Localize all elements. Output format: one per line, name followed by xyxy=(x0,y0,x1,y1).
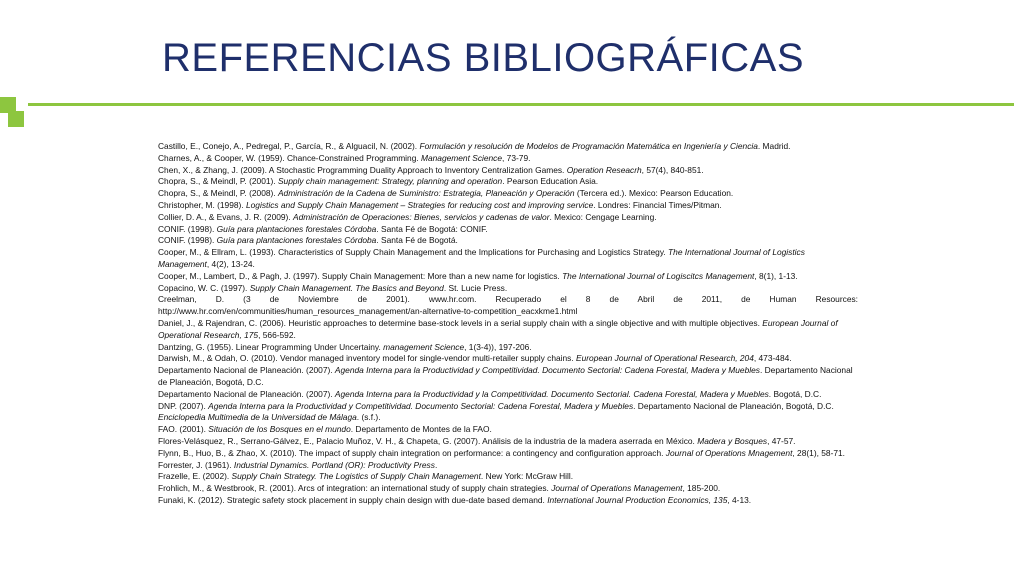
reference-italic-text: Management Science xyxy=(421,152,503,163)
reference-italic-text: Enciclopedia Multimedia de la Universidad de Málaga xyxy=(158,412,357,423)
reference-text: , 8(1), 1-13. xyxy=(754,270,798,281)
reference-text: Frazelle, E. (2002). xyxy=(158,471,232,482)
reference-text: , 57(4), 840-851. xyxy=(641,164,704,175)
reference-text: . Santa Fé de Bogotá. xyxy=(376,235,458,246)
reference-entry xyxy=(158,436,858,448)
reference-entry xyxy=(158,176,858,188)
reference-text: . Departamento de Montes de la FAO. xyxy=(350,424,492,435)
reference-text: , 566-592. xyxy=(258,329,296,340)
reference-italic-text: Agenda Interna para la Productividad y Competitividad. Documento Sectorial: Cadena Forestal, Madera y Muebles xyxy=(334,365,760,376)
reference-italic-text: Supply Chain Management. The Basics and Beyond xyxy=(249,282,444,293)
reference-italic-text: management Science xyxy=(383,341,465,352)
reference-text: CONIF. (1998). xyxy=(158,223,217,234)
reference-text: . Departamento Nacional de Planeación, Bogotá, D.C. xyxy=(633,400,834,411)
reference-text: , 4(2), 13-24. xyxy=(206,258,255,269)
reference-entry xyxy=(158,247,858,271)
reference-text: Departamento Nacional de Planeación. (2007). xyxy=(158,388,335,399)
reference-text: Darwish, M., & Odah, O. (2010). Vendor managed inventory model for single-vendor multi-retailer supply chains. xyxy=(158,353,577,364)
reference-italic-text: Madera y Bosques xyxy=(697,435,768,446)
reference-entry xyxy=(158,401,858,413)
reference-entry xyxy=(158,283,858,295)
reference-text: http://www.hr.com/en/communities/human_resources_management/an-alternative-to-competition_eacxkme1.html xyxy=(158,306,578,317)
reference-text: . St. Lucie Press. xyxy=(443,282,508,293)
reference-text: , 4-13. xyxy=(727,494,752,505)
reference-text: , 28(1), 58-71. xyxy=(792,447,846,458)
reference-italic-text: Industrial Dynamics. Portland (OR): Productivity Press xyxy=(233,459,435,470)
reference-italic-text: Guía para plantaciones forestales Córdoba xyxy=(216,223,377,234)
reference-text: Christopher, M. (1998). xyxy=(158,199,246,210)
reference-italic-text: Administración de la Cadena de Suministro: Estrategia, Planeación y Operación xyxy=(277,188,575,199)
reference-text: Collier, D. A., & Evans, J. R. (2009). xyxy=(158,211,293,222)
reference-text: , 473-484. xyxy=(753,353,792,364)
reference-text: , 47-57. xyxy=(767,435,796,446)
reference-italic-text: The International Journal of Logiscitcs Management xyxy=(562,270,755,281)
reference-italic-text: International Journal Production Economics, 135 xyxy=(547,494,728,505)
reference-italic-text: Agenda Interna para la Productividad y la Competitividad. Documento Sectorial. Cadena Forestal, Madera y Muebles xyxy=(334,388,769,399)
reference-text: DNP. (2007). xyxy=(158,400,209,411)
reference-entry xyxy=(158,389,858,401)
reference-text: Flores-Velásquez, R., Serrano-Gálvez, E., Palacio Muñoz, V. H., & Chapeta, G. (2007). Análisis de la industria de la madera aserrada en México. xyxy=(158,435,698,446)
reference-italic-text: Agenda Interna para la Productividad y Competitividad. Documento Sectorial: Cadena Forestal, Madera y Muebles xyxy=(208,400,634,411)
reference-text: Creelman, D. (3 de Noviembre de 2001). www.hr.com. Recuperado el 8 de Abril de 2011, de Human Resources: xyxy=(158,294,858,305)
reference-entry xyxy=(158,342,858,354)
reference-entry xyxy=(158,495,858,507)
reference-text: , 1(3-4)), 197-206. xyxy=(464,341,532,352)
reference-text: . Pearson Education Asia. xyxy=(502,176,599,187)
reference-entry xyxy=(158,165,858,177)
reference-entry xyxy=(158,153,858,165)
reference-entry xyxy=(158,471,858,483)
reference-italic-text: The International Journal of Logistics Management xyxy=(158,247,805,269)
reference-italic-text: Supply Chain Strategy. The Logistics of Supply Chain Management xyxy=(231,471,481,482)
reference-italic-text: Journal of Operations Mnagement xyxy=(665,447,793,458)
reference-text: Cooper, M., Lambert, D., & Pagh, J. (1997). Supply Chain Management: More than a new name for logistics. xyxy=(158,270,563,281)
reference-italic-text: Supply chain management: Strategy, planning and operation xyxy=(277,176,503,187)
reference-text: , 73-79. xyxy=(502,152,531,163)
reference-entry xyxy=(158,460,858,472)
reference-text: CONIF. (1998). xyxy=(158,235,217,246)
reference-text: Daniel, J., & Rajendran, C. (2006). Heuristic approaches to determine base-stock levels in a serial supply chain with a single objective and with multiple objectives. xyxy=(158,317,763,328)
reference-entry xyxy=(158,483,858,495)
reference-entry xyxy=(158,235,858,247)
reference-italic-text: Guía para plantaciones forestales Córdoba xyxy=(216,235,377,246)
reference-italic-text: European Journal of Operational Research, 175 xyxy=(158,317,838,340)
reference-text: . xyxy=(434,459,438,470)
reference-italic-text: Administración de Operaciones: Bienes, servicios y cadenas de valor xyxy=(292,211,550,222)
reference-entry xyxy=(158,224,858,236)
reference-text: Cooper, M., & Ellram, L. (1993). Characteristics of Supply Chain Management and the Implications for Purchasing and Logistics Strategy. xyxy=(158,247,669,258)
reference-text: Charnes, A., & Cooper, W. (1959). Chance-Constrained Programming. xyxy=(158,152,422,163)
reference-italic-text: Formulación y resolución de Modelos de Programación Matemática en Ingeniería y Ciencia xyxy=(419,141,758,151)
reference-entry xyxy=(158,318,858,342)
reference-entry xyxy=(158,424,858,436)
reference-list xyxy=(158,141,858,507)
reference-italic-text: Journal of Operations Management xyxy=(551,483,683,494)
reference-text: . (s.f.). xyxy=(356,412,381,423)
reference-text: Forrester, J. (1961). xyxy=(158,459,234,470)
reference-text: Funaki, K. (2012). Strategic safety stock placement in supply chain design with due-date based demand. xyxy=(158,494,548,505)
reference-text: . Santa Fé de Bogotá: CONIF. xyxy=(376,223,488,234)
reference-text: Flynn, B., Huo, B., & Zhao, X. (2010). The impact of supply chain integration on performance: a contingency and configuration approach. xyxy=(158,447,666,458)
reference-entry xyxy=(158,200,858,212)
reference-text: , 185-200. xyxy=(682,483,721,494)
reference-text: Copacino, W. C. (1997). xyxy=(158,282,250,293)
reference-text: . Departamento Nacional de Planeación, Bogotá, D.C. xyxy=(158,365,853,387)
reference-text: . New York: McGraw Hill. xyxy=(480,471,574,482)
reference-entry xyxy=(158,188,858,200)
reference-text: Castillo, E., Conejo, A., Pedregal, P., García, R., & Alguacil, N. (2002). xyxy=(158,141,420,151)
reference-italic-text: European Journal of Operational Research, 204 xyxy=(576,353,754,364)
reference-entry xyxy=(158,353,858,365)
reference-entry xyxy=(158,448,858,460)
reference-entry xyxy=(158,365,858,389)
reference-entry xyxy=(158,412,858,424)
reference-entry xyxy=(158,294,858,306)
reference-italic-text: Logistics and Supply Chain Management – Strategies for reducing cost and improving service xyxy=(245,199,594,210)
reference-text: Frohlich, M., & Westbrook, R. (2001). Arcs of integration: an international study of supply chain strategies. xyxy=(158,483,552,494)
reference-text: . Londres: Financial Times/Pitman. xyxy=(593,199,722,210)
accent-square-bottom xyxy=(8,111,24,127)
reference-entry xyxy=(158,141,858,153)
reference-text: Departamento Nacional de Planeación. (2007). xyxy=(158,365,335,376)
reference-italic-text: Operation Reseacrh xyxy=(566,164,642,175)
reference-text: . Mexico: Cengage Learning. xyxy=(549,211,657,222)
reference-text: FAO. (2001). xyxy=(158,424,209,435)
reference-text: Chen, X., & Zhang, J. (2009). A Stochastic Programming Duality Approach to Inventory Centralization Games. xyxy=(158,164,567,175)
reference-entry xyxy=(158,306,858,318)
reference-entry xyxy=(158,212,858,224)
reference-entry xyxy=(158,271,858,283)
reference-text: Chopra, S., & Meindl, P. (2001). xyxy=(158,176,278,187)
page-title: REFERENCIAS BIBLIOGRÁFICAS xyxy=(162,36,805,80)
reference-text: Dantzing, G. (1955). Linear Programming Under Uncertainy. xyxy=(158,341,384,352)
reference-italic-text: Situación de los Bosques en el mundo xyxy=(208,424,351,435)
reference-text: Chopra, S., & Meindl, P. (2008). xyxy=(158,188,278,199)
reference-text: (Tercera ed.). Mexico: Pearson Education. xyxy=(574,188,734,199)
reference-text: . Bogotá, D.C. xyxy=(768,388,822,399)
reference-text: . Madrid. xyxy=(757,141,791,151)
title-rule xyxy=(28,103,1014,106)
